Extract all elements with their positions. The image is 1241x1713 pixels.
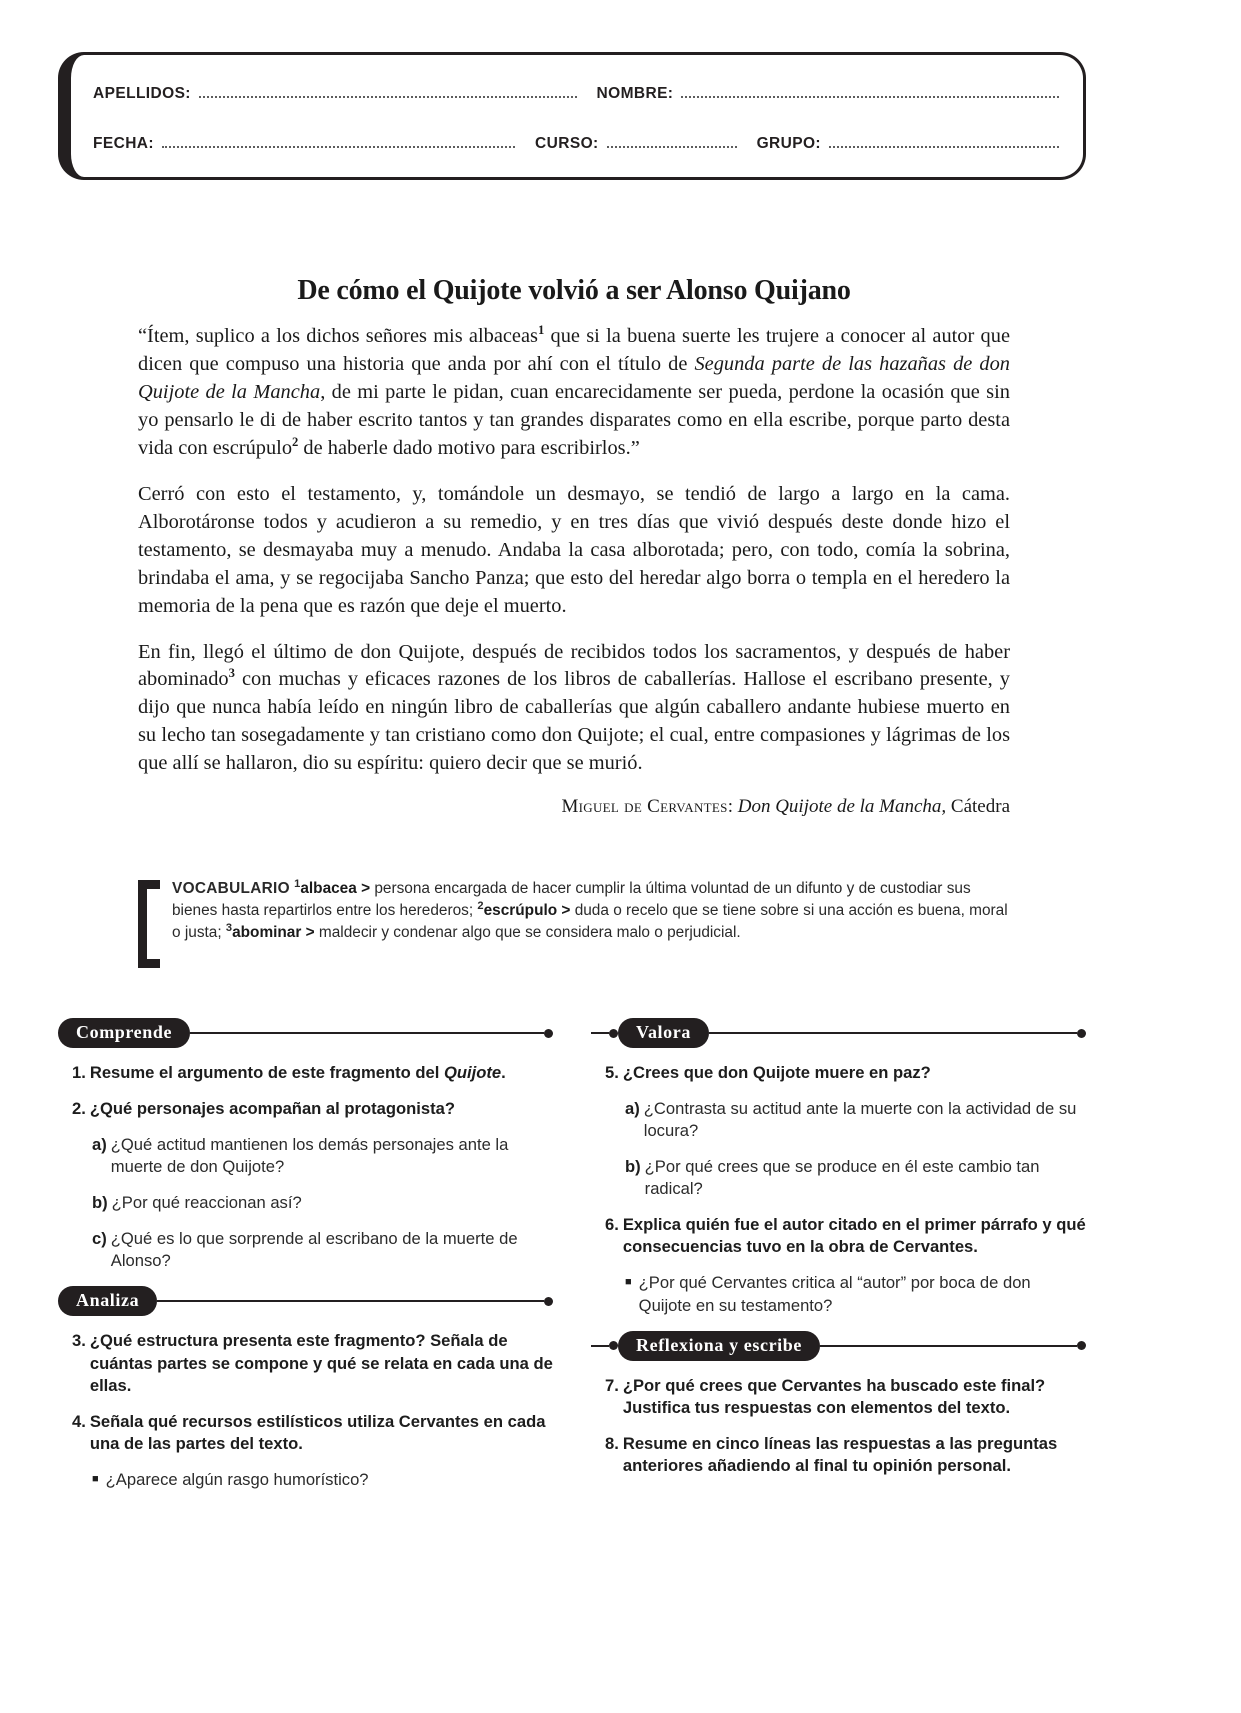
- item-text: ¿Qué es lo que sorprende al escribano de la muerte de Alonso?: [110, 1229, 518, 1271]
- section-rule-left: [591, 1032, 609, 1034]
- curso-label: CURSO:: [535, 135, 599, 152]
- section-header-valora: [591, 1018, 1086, 1048]
- page-title: De cómo el Quijote volvió a ser Alonso Quijano: [297, 275, 851, 306]
- item-text: ¿Por qué crees que Cervantes ha buscado este final? Justifica tus respuestas con elementos del texto.: [622, 1375, 1046, 1417]
- item-text: ¿Qué estructura presenta este fragmento? Señala de cuántas partes se compone y qué se relata en cada una de ellas.: [89, 1331, 553, 1395]
- square-bullet-icon: ■: [625, 1276, 632, 1289]
- section-dot-left: [609, 1029, 618, 1038]
- item-text: Resume el argumento de este fragmento del Quijote.: [89, 1063, 506, 1082]
- item-text: ¿Crees que don Quijote muere en paz?: [622, 1063, 931, 1082]
- section-dot-left: [609, 1341, 618, 1350]
- item-marker: b): [625, 1157, 641, 1177]
- activity-item[interactable]: [591, 1156, 1086, 1200]
- activity-item[interactable]: [58, 1469, 553, 1491]
- section-rule: [820, 1345, 1077, 1347]
- item-marker: c): [92, 1229, 107, 1249]
- activity-item[interactable]: [58, 1411, 553, 1455]
- reading-passage: [138, 275, 1010, 818]
- attribution-author: Miguel de Cervantes: [561, 796, 728, 818]
- section-rule-left: [591, 1345, 609, 1347]
- apellidos-input[interactable]: [199, 95, 577, 98]
- apellidos-label: APELLIDOS:: [93, 85, 191, 102]
- item-text: Señala qué recursos estilísticos utiliza Cervantes en cada una de las partes del texto.: [89, 1411, 546, 1453]
- identity-row-2: [93, 135, 1065, 153]
- curso-input[interactable]: [607, 145, 737, 148]
- bracket-icon: [138, 880, 160, 968]
- activities-right-column: [591, 1018, 1086, 1505]
- activity-item[interactable]: [591, 1062, 1086, 1084]
- item-marker: 4.: [72, 1411, 86, 1431]
- item-marker: 1.: [72, 1063, 86, 1082]
- section-header-comprende: [58, 1018, 553, 1048]
- item-text: Explica quién fue el autor citado en el primer párrafo y qué consecuencias tuvo en la obra de Cervantes.: [622, 1215, 1086, 1257]
- activity-item[interactable]: [591, 1098, 1086, 1142]
- item-text: ¿Qué actitud mantienen los demás personajes ante la muerte de don Quijote?: [110, 1135, 509, 1177]
- item-text: ¿Por qué reaccionan así?: [111, 1193, 302, 1213]
- attribution-work: Don Quijote de la Mancha,: [737, 796, 947, 818]
- passage-paragraph: Cerró con esto el testamento, y, tomándole un desmayo, se tendió de largo a largo en la cama. Alborotáronse todos y acudieron a su remedio, y en tres días que vivió después deste donde hizo el testamento, se desmayaba muy a menudo. Andaba la casa alborotada; pero, con todo, comía la sobrina, brindaba el ama, y se regocijaba Sancho Panza; que esto del heredar algo borra o templa en el heredero la memoria de la pena que es razón que deje el muerto.: [138, 482, 1010, 617]
- activity-item[interactable]: [58, 1228, 553, 1272]
- activity-item[interactable]: [591, 1272, 1086, 1316]
- item-marker: b): [92, 1193, 108, 1213]
- activities-area: [58, 1018, 1086, 1505]
- item-text: ¿Por qué Cervantes critica al “autor” por boca de don Quijote en su testamento?: [638, 1273, 1031, 1315]
- identity-row-1: [93, 85, 1065, 103]
- student-identity-box: [58, 52, 1086, 180]
- item-text: ¿Qué personajes acompañan al protagonista?: [89, 1099, 455, 1119]
- item-marker: a): [625, 1099, 640, 1119]
- nombre-label: NOMBRE:: [596, 85, 674, 102]
- activity-item[interactable]: [58, 1062, 553, 1084]
- section-dot: [544, 1297, 553, 1306]
- item-marker: 5.: [605, 1063, 619, 1082]
- activity-item[interactable]: [58, 1330, 553, 1396]
- section-dot: [1077, 1029, 1086, 1038]
- attribution-publisher: Cátedra: [946, 796, 1010, 818]
- activity-item[interactable]: [591, 1375, 1086, 1419]
- section-rule: [157, 1300, 544, 1302]
- passage-body: [138, 323, 1010, 778]
- section-dot: [1077, 1341, 1086, 1350]
- activity-item[interactable]: [591, 1214, 1086, 1258]
- vocabulary-text: VOCABULARIO $^1$albacea > persona encargada de hacer cumplir la última voluntad de un difunto y de custodiar sus bienes hasta repartirlos entre los herederos; $^2$escrúpulo > duda o recelo que se tiene sobre si una acción es buena, moral o justa; $^3$abominar > maldecir y condenar algo que se considera malo o perjudicial.: [172, 877, 1008, 941]
- fecha-input[interactable]: [162, 145, 515, 148]
- activity-item[interactable]: [58, 1192, 553, 1214]
- section-dot: [544, 1029, 553, 1038]
- grupo-input[interactable]: [829, 145, 1059, 148]
- section-header-analiza: [58, 1286, 553, 1316]
- activity-item[interactable]: [58, 1098, 553, 1120]
- section-pill: Analiza: [58, 1286, 157, 1316]
- section-rule: [190, 1032, 544, 1034]
- source-attribution: [138, 796, 1010, 818]
- item-marker: 6.: [605, 1215, 619, 1235]
- activity-item[interactable]: [58, 1134, 553, 1178]
- item-marker: 3.: [72, 1331, 86, 1351]
- item-text: ¿Contrasta su actitud ante la muerte con la actividad de su locura?: [643, 1099, 1077, 1141]
- activity-item[interactable]: [591, 1433, 1086, 1477]
- grupo-label: GRUPO:: [756, 135, 821, 152]
- item-text: ¿Por qué crees que se produce en él este cambio tan radical?: [644, 1157, 1040, 1199]
- vocabulary-box: [138, 878, 1010, 968]
- section-pill: Valora: [618, 1018, 709, 1048]
- item-marker: 2.: [72, 1099, 86, 1119]
- passage-paragraph: “Ítem, suplico a los dichos señores mis albaceas$^1$ que si la buena suerte les trujere a conocer al autor que dicen que compuso una historia que anda por ahí con el título de Segunda parte de las hazañas de don Quijote de la Mancha, de mi parte le pidan, cuan encarecidamente ser pueda, perdone la ocasión que sin yo pensarlo le di de haber escrito tantos y tan grandes disparates como en ella escribe, porque parto desta vida con escrúpulo$^2$ de haberle dado motivo para escribirlos.”: [138, 323, 1010, 459]
- section-header-reflexiona-y-escribe: [591, 1331, 1086, 1361]
- item-marker: 7.: [605, 1375, 619, 1395]
- item-text: Resume en cinco líneas las respuestas a las preguntas anteriores añadiendo al final tu opinión personal.: [622, 1433, 1058, 1475]
- item-marker: a): [92, 1135, 107, 1155]
- passage-paragraph: En fin, llegó el último de don Quijote, después de recibidos todos los sacramentos, y después de haber abominado$^3$ con muchas y eficaces razones de los libros de caballerías. Hallose el escribano presente, y dijo que nunca había leído en ningún libro de caballerías que algún caballero andante hubiese muerto en su lecho tan sosegadamente y tan cristiano como don Quijote; el cual, entre compasiones y lágrimas de los que allí se hallaron, dio su espíritu: quiero decir que se murió.: [138, 640, 1010, 775]
- section-pill: Reflexiona y escribe: [618, 1331, 820, 1361]
- attribution-separator: :: [727, 796, 738, 818]
- section-pill: Comprende: [58, 1018, 190, 1048]
- activities-left-column: [58, 1018, 553, 1505]
- nombre-input[interactable]: [681, 95, 1059, 98]
- item-marker: 8.: [605, 1433, 619, 1453]
- square-bullet-icon: ■: [92, 1472, 99, 1485]
- item-text: ¿Aparece algún rasgo humorístico?: [105, 1469, 369, 1489]
- fecha-label: FECHA:: [93, 135, 154, 152]
- section-rule: [709, 1032, 1077, 1034]
